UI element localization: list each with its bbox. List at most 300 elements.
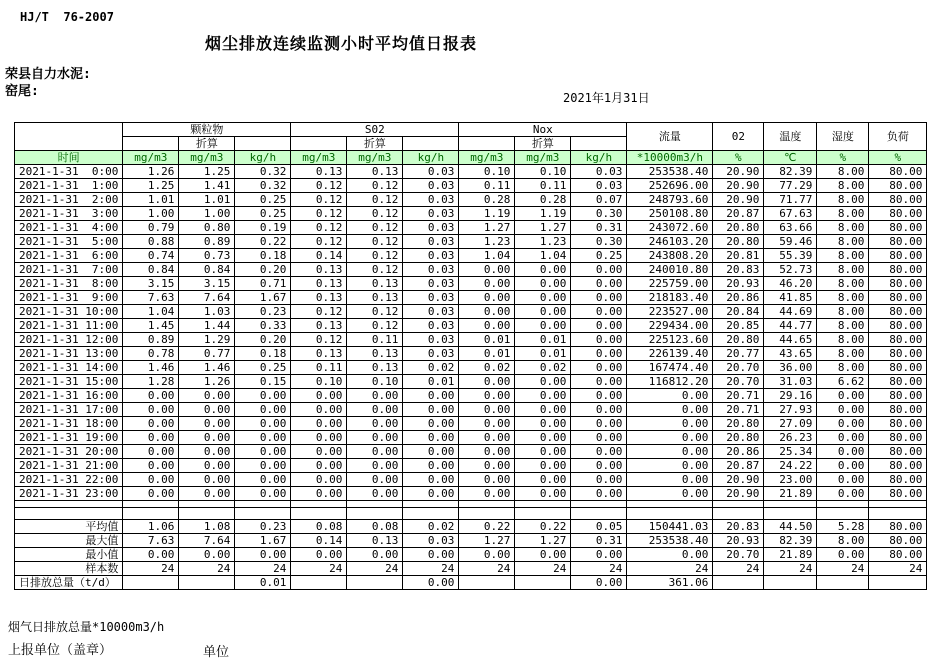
table-cell: 1.46 (179, 361, 235, 375)
table-cell (403, 501, 459, 508)
table-cell: 0.00 (459, 459, 515, 473)
table-cell: 7.64 (179, 534, 235, 548)
table-cell: 1.25 (123, 179, 179, 193)
table-cell: 2021-1-31 5:00 (15, 235, 123, 249)
table-cell: 0.13 (347, 277, 403, 291)
table-row (15, 179, 927, 193)
table-cell: 0.25 (235, 193, 291, 207)
table-cell: 225123.60 (627, 333, 713, 347)
table-cell: 27.93 (764, 403, 817, 417)
table-cell: 0.00 (235, 403, 291, 417)
table-cell: 0.33 (235, 319, 291, 333)
unit-cell: mg/m3 (347, 151, 403, 165)
table-cell: 243072.60 (627, 221, 713, 235)
table-cell (515, 501, 571, 508)
table-cell: 0.00 (571, 417, 627, 431)
table-cell: 6.62 (817, 375, 869, 389)
table-cell: 0.00 (347, 431, 403, 445)
table-cell: 0.00 (403, 459, 459, 473)
table-cell: 0.03 (403, 534, 459, 548)
table-cell: 0.12 (291, 333, 347, 347)
table-cell: 0.79 (123, 221, 179, 235)
table-row (15, 277, 927, 291)
table-cell: 0.00 (347, 548, 403, 562)
table-cell (347, 508, 403, 520)
table-cell: 150441.03 (627, 520, 713, 534)
table-cell: 0.03 (571, 165, 627, 179)
table-cell: 0.00 (123, 445, 179, 459)
table-cell: 0.00 (459, 445, 515, 459)
table-cell: 0.00 (459, 473, 515, 487)
table-cell: 8.00 (817, 305, 869, 319)
table-row (15, 263, 927, 277)
table-cell: 0.78 (123, 347, 179, 361)
table-row (15, 445, 927, 459)
table-cell: 2021-1-31 6:00 (15, 249, 123, 263)
table-cell: 80.00 (869, 473, 927, 487)
table-cell: 平均值 (15, 520, 123, 534)
table-cell: 0.00 (123, 403, 179, 417)
table-cell: 71.77 (764, 193, 817, 207)
table-cell: 20.81 (713, 249, 764, 263)
table-cell: 0.25 (235, 207, 291, 221)
table-cell: 0.00 (123, 417, 179, 431)
table-cell: 0.00 (179, 445, 235, 459)
table-cell: 26.23 (764, 431, 817, 445)
table-cell: 2021-1-31 8:00 (15, 277, 123, 291)
table-cell: 0.00 (515, 445, 571, 459)
unit-cell: mg/m3 (291, 151, 347, 165)
table-cell: 2021-1-31 17:00 (15, 403, 123, 417)
table-cell: 1.04 (123, 305, 179, 319)
table-cell: 0.00 (515, 319, 571, 333)
table-cell: 0.00 (459, 487, 515, 501)
table-cell: 0.00 (235, 473, 291, 487)
table-cell: 0.00 (291, 417, 347, 431)
table-cell: 0.03 (403, 333, 459, 347)
col-load: 负荷 (869, 123, 927, 151)
footer-note: 烟气日排放总量*10000m3/h (8, 620, 165, 634)
table-cell: 0.00 (571, 347, 627, 361)
table-cell: 0.00 (403, 473, 459, 487)
table-cell: 0.13 (291, 319, 347, 333)
table-cell: 0.12 (347, 235, 403, 249)
table-cell: 0.00 (817, 459, 869, 473)
table-cell: 0.00 (571, 473, 627, 487)
table-cell: 44.77 (764, 319, 817, 333)
table-cell: 0.13 (291, 165, 347, 179)
table-cell: 0.00 (179, 431, 235, 445)
table-cell: 0.03 (403, 291, 459, 305)
group-header-row (15, 123, 927, 137)
table-cell: 0.00 (571, 291, 627, 305)
table-cell: 82.39 (764, 534, 817, 548)
table-cell: 0.12 (347, 249, 403, 263)
table-cell: 229434.00 (627, 319, 713, 333)
table-cell: 80.00 (869, 431, 927, 445)
table-cell (627, 508, 713, 520)
table-cell: 20.90 (713, 473, 764, 487)
table-cell: 0.00 (571, 263, 627, 277)
table-row (15, 403, 927, 417)
table-cell: 80.00 (869, 375, 927, 389)
table-cell (179, 576, 235, 590)
group-nox: Nox (459, 123, 627, 137)
table-row (15, 193, 927, 207)
table-cell: 0.15 (235, 375, 291, 389)
table-cell: 0.00 (347, 403, 403, 417)
summary-row (15, 576, 927, 590)
table-cell (179, 508, 235, 520)
table-cell: 0.12 (347, 305, 403, 319)
table-cell: 0.12 (347, 179, 403, 193)
table-cell: 0.00 (515, 548, 571, 562)
table-cell: 0.00 (571, 277, 627, 291)
table-cell: 44.50 (764, 520, 817, 534)
table-cell: 0.00 (627, 403, 713, 417)
table-cell: 0.00 (179, 487, 235, 501)
standard-code: HJ/T 76-2007 (20, 10, 114, 24)
table-cell: 1.67 (235, 291, 291, 305)
table-cell: 0.18 (235, 347, 291, 361)
table-cell (764, 501, 817, 508)
table-cell: 2021-1-31 18:00 (15, 417, 123, 431)
table-cell: 0.30 (571, 207, 627, 221)
table-cell: 0.08 (291, 520, 347, 534)
table-cell: 44.69 (764, 305, 817, 319)
summary-row (15, 562, 927, 576)
table-cell: 0.01 (459, 347, 515, 361)
table-cell: 0.00 (179, 459, 235, 473)
table-cell: 2021-1-31 2:00 (15, 193, 123, 207)
table-cell: 80.00 (869, 548, 927, 562)
table-cell: 20.93 (713, 277, 764, 291)
table-cell: 0.00 (571, 576, 627, 590)
table-cell: 0.01 (459, 333, 515, 347)
table-cell: 21.89 (764, 548, 817, 562)
table-cell: 0.32 (235, 179, 291, 193)
table-cell: 2021-1-31 1:00 (15, 179, 123, 193)
table-cell: 1.00 (179, 207, 235, 221)
table-cell: 8.00 (817, 291, 869, 305)
table-cell: 80.00 (869, 333, 927, 347)
table-cell: 0.00 (627, 459, 713, 473)
table-cell (627, 501, 713, 508)
table-cell: 0.00 (627, 548, 713, 562)
table-cell: 1.41 (179, 179, 235, 193)
table-cell: 0.00 (235, 548, 291, 562)
table-cell: 0.00 (627, 431, 713, 445)
table-cell: 0.10 (347, 375, 403, 389)
report-table (14, 122, 927, 590)
table-cell: 25.34 (764, 445, 817, 459)
table-cell: 24 (817, 562, 869, 576)
table-cell: 0.00 (459, 548, 515, 562)
table-cell: 46.20 (764, 277, 817, 291)
table-row (15, 291, 927, 305)
col-humidity: 湿度 (817, 123, 869, 151)
table-cell: 2021-1-31 10:00 (15, 305, 123, 319)
table-cell: 223527.00 (627, 305, 713, 319)
table-cell: 80.00 (869, 221, 927, 235)
table-cell: 0.22 (459, 520, 515, 534)
table-cell: 0.02 (403, 520, 459, 534)
table-cell: 0.13 (347, 165, 403, 179)
table-cell: 20.84 (713, 305, 764, 319)
table-cell: 0.01 (515, 333, 571, 347)
table-cell: 0.00 (235, 487, 291, 501)
table-cell: 80.00 (869, 347, 927, 361)
unit-cell: *10000m3/h (627, 151, 713, 165)
table-cell: 0.20 (235, 333, 291, 347)
table-row (15, 459, 927, 473)
table-cell: 0.00 (123, 473, 179, 487)
unit-cell: mg/m3 (123, 151, 179, 165)
table-cell: 3.15 (123, 277, 179, 291)
table-cell (459, 576, 515, 590)
table-cell: 2021-1-31 23:00 (15, 487, 123, 501)
table-cell: 0.00 (459, 403, 515, 417)
table-cell: 1.46 (123, 361, 179, 375)
table-cell: 20.70 (713, 375, 764, 389)
table-cell: 80.00 (869, 389, 927, 403)
table-cell: 0.07 (571, 193, 627, 207)
table-cell: 0.03 (571, 179, 627, 193)
table-cell: 0.00 (403, 576, 459, 590)
table-cell: 0.00 (627, 417, 713, 431)
table-cell: 243808.20 (627, 249, 713, 263)
table-cell: 0.00 (347, 487, 403, 501)
table-row (15, 375, 927, 389)
unit-cell: % (713, 151, 764, 165)
table-cell: 0.00 (515, 291, 571, 305)
table-cell: 0.00 (571, 548, 627, 562)
table-cell: 0.00 (235, 445, 291, 459)
table-cell: 253538.40 (627, 165, 713, 179)
table-cell: 0.00 (817, 403, 869, 417)
table-row (15, 361, 927, 375)
table-cell: 0.00 (459, 305, 515, 319)
table-cell: 0.03 (403, 221, 459, 235)
table-cell: 0.03 (403, 235, 459, 249)
table-cell: 0.23 (235, 520, 291, 534)
table-cell: 0.00 (817, 431, 869, 445)
unit-cell: kg/h (235, 151, 291, 165)
table-cell: 20.70 (713, 361, 764, 375)
table-cell: 20.86 (713, 445, 764, 459)
table-cell: 0.00 (403, 403, 459, 417)
table-cell: 0.00 (347, 445, 403, 459)
table-cell: 0.12 (291, 207, 347, 221)
table-cell: 0.00 (291, 459, 347, 473)
table-cell: 0.28 (459, 193, 515, 207)
table-cell (235, 501, 291, 508)
table-cell: 0.00 (459, 291, 515, 305)
table-row (15, 431, 927, 445)
table-cell: 0.00 (571, 389, 627, 403)
spacer-row (15, 501, 927, 508)
table-cell: 67.63 (764, 207, 817, 221)
table-cell: 80.00 (869, 207, 927, 221)
table-cell: 20.86 (713, 291, 764, 305)
table-cell: 0.00 (627, 473, 713, 487)
table-cell: 0.13 (291, 277, 347, 291)
table-cell: 0.10 (515, 165, 571, 179)
table-cell: 0.84 (179, 263, 235, 277)
table-cell: 0.00 (291, 389, 347, 403)
table-cell: 20.85 (713, 319, 764, 333)
table-cell: 0.00 (123, 431, 179, 445)
table-cell: 240010.80 (627, 263, 713, 277)
table-cell: 1.27 (459, 221, 515, 235)
table-cell: 1.19 (459, 207, 515, 221)
table-cell: 43.65 (764, 347, 817, 361)
table-cell: 0.03 (403, 347, 459, 361)
table-cell: 0.28 (515, 193, 571, 207)
table-cell: 0.88 (123, 235, 179, 249)
table-cell: 0.02 (403, 361, 459, 375)
table-cell: 0.25 (571, 249, 627, 263)
table-cell: 24 (179, 562, 235, 576)
group-so2: S02 (291, 123, 459, 137)
table-cell (15, 501, 123, 508)
table-cell: 1.27 (515, 534, 571, 548)
table-cell: 24 (291, 562, 347, 576)
table-cell: 0.03 (403, 165, 459, 179)
table-cell (515, 508, 571, 520)
unit-cell: % (869, 151, 927, 165)
table-cell: 0.03 (403, 319, 459, 333)
table-cell: 1.27 (515, 221, 571, 235)
table-cell: 1.19 (515, 207, 571, 221)
table-cell: 0.23 (235, 305, 291, 319)
table-cell: 0.00 (291, 445, 347, 459)
table-cell: 0.00 (179, 389, 235, 403)
table-cell: 0.12 (347, 319, 403, 333)
group-particulate: 颗粒物 (123, 123, 291, 137)
table-cell: 0.02 (459, 361, 515, 375)
table-cell: 8.00 (817, 235, 869, 249)
table-cell (123, 501, 179, 508)
table-cell: 0.03 (403, 193, 459, 207)
table-cell: 20.90 (713, 179, 764, 193)
table-cell (291, 576, 347, 590)
table-cell: 0.00 (627, 487, 713, 501)
table-cell (347, 501, 403, 508)
table-cell: 24 (627, 562, 713, 576)
table-cell: 0.03 (403, 277, 459, 291)
table-cell: 2021-1-31 13:00 (15, 347, 123, 361)
spacer-row (15, 508, 927, 520)
table-cell: 0.00 (515, 263, 571, 277)
table-row (15, 417, 927, 431)
table-cell (713, 501, 764, 508)
table-cell: 0.01 (403, 375, 459, 389)
table-cell: 0.00 (571, 487, 627, 501)
table-cell: 167474.40 (627, 361, 713, 375)
col-o2: 02 (713, 123, 764, 151)
table-cell: 0.00 (459, 431, 515, 445)
table-cell: 0.31 (571, 534, 627, 548)
table-cell: 0.71 (235, 277, 291, 291)
table-row (15, 249, 927, 263)
table-cell (123, 576, 179, 590)
table-cell: 0.00 (459, 263, 515, 277)
table-cell: 2021-1-31 14:00 (15, 361, 123, 375)
table-cell: 1.26 (179, 375, 235, 389)
table-cell: 80.00 (869, 263, 927, 277)
table-cell: 0.00 (515, 403, 571, 417)
table-cell: 80.00 (869, 277, 927, 291)
table-cell: 80.00 (869, 291, 927, 305)
table-cell (571, 508, 627, 520)
table-cell: 0.00 (179, 473, 235, 487)
table-cell: 20.90 (713, 487, 764, 501)
table-cell: 0.13 (291, 263, 347, 277)
table-cell: 0.00 (235, 389, 291, 403)
table-cell: 3.15 (179, 277, 235, 291)
table-cell: 0.08 (347, 520, 403, 534)
table-cell: 1.44 (179, 319, 235, 333)
table-cell: 29.16 (764, 389, 817, 403)
table-cell (515, 576, 571, 590)
table-cell: 0.00 (459, 375, 515, 389)
table-cell: 5.28 (817, 520, 869, 534)
table-cell: 0.00 (515, 459, 571, 473)
table-cell: 2021-1-31 12:00 (15, 333, 123, 347)
table-cell: 0.00 (403, 548, 459, 562)
table-cell: 0.03 (403, 207, 459, 221)
table-cell: 0.00 (403, 431, 459, 445)
table-cell: 63.66 (764, 221, 817, 235)
table-cell: 0.00 (817, 473, 869, 487)
table-cell (571, 501, 627, 508)
table-row (15, 221, 927, 235)
unit-cell: mg/m3 (515, 151, 571, 165)
summary-row (15, 520, 927, 534)
col-temperature: 温度 (764, 123, 817, 151)
table-cell: 0.00 (347, 417, 403, 431)
table-cell (869, 576, 927, 590)
table-cell: 7.64 (179, 291, 235, 305)
table-row (15, 235, 927, 249)
table-cell: 1.00 (123, 207, 179, 221)
table-cell: 0.00 (571, 445, 627, 459)
table-cell: 0.00 (235, 459, 291, 473)
table-cell: 0.00 (403, 389, 459, 403)
unit-cell: mg/m3 (459, 151, 515, 165)
table-cell: 24 (869, 562, 927, 576)
table-cell: 8.00 (817, 333, 869, 347)
table-cell: 0.84 (123, 263, 179, 277)
table-cell: 0.00 (459, 389, 515, 403)
table-cell: 1.08 (179, 520, 235, 534)
table-cell: 0.13 (347, 534, 403, 548)
table-cell: 20.87 (713, 459, 764, 473)
table-cell: 2021-1-31 20:00 (15, 445, 123, 459)
table-cell: 8.00 (817, 179, 869, 193)
table-cell: 0.13 (291, 291, 347, 305)
table-cell (291, 501, 347, 508)
table-cell: 2021-1-31 22:00 (15, 473, 123, 487)
time-header: 时间 (15, 151, 123, 165)
table-cell (817, 501, 869, 508)
table-body (15, 165, 927, 590)
table-cell: 246103.20 (627, 235, 713, 249)
table-cell: 0.00 (817, 548, 869, 562)
table-cell: 24 (123, 562, 179, 576)
table-cell: 1.01 (179, 193, 235, 207)
